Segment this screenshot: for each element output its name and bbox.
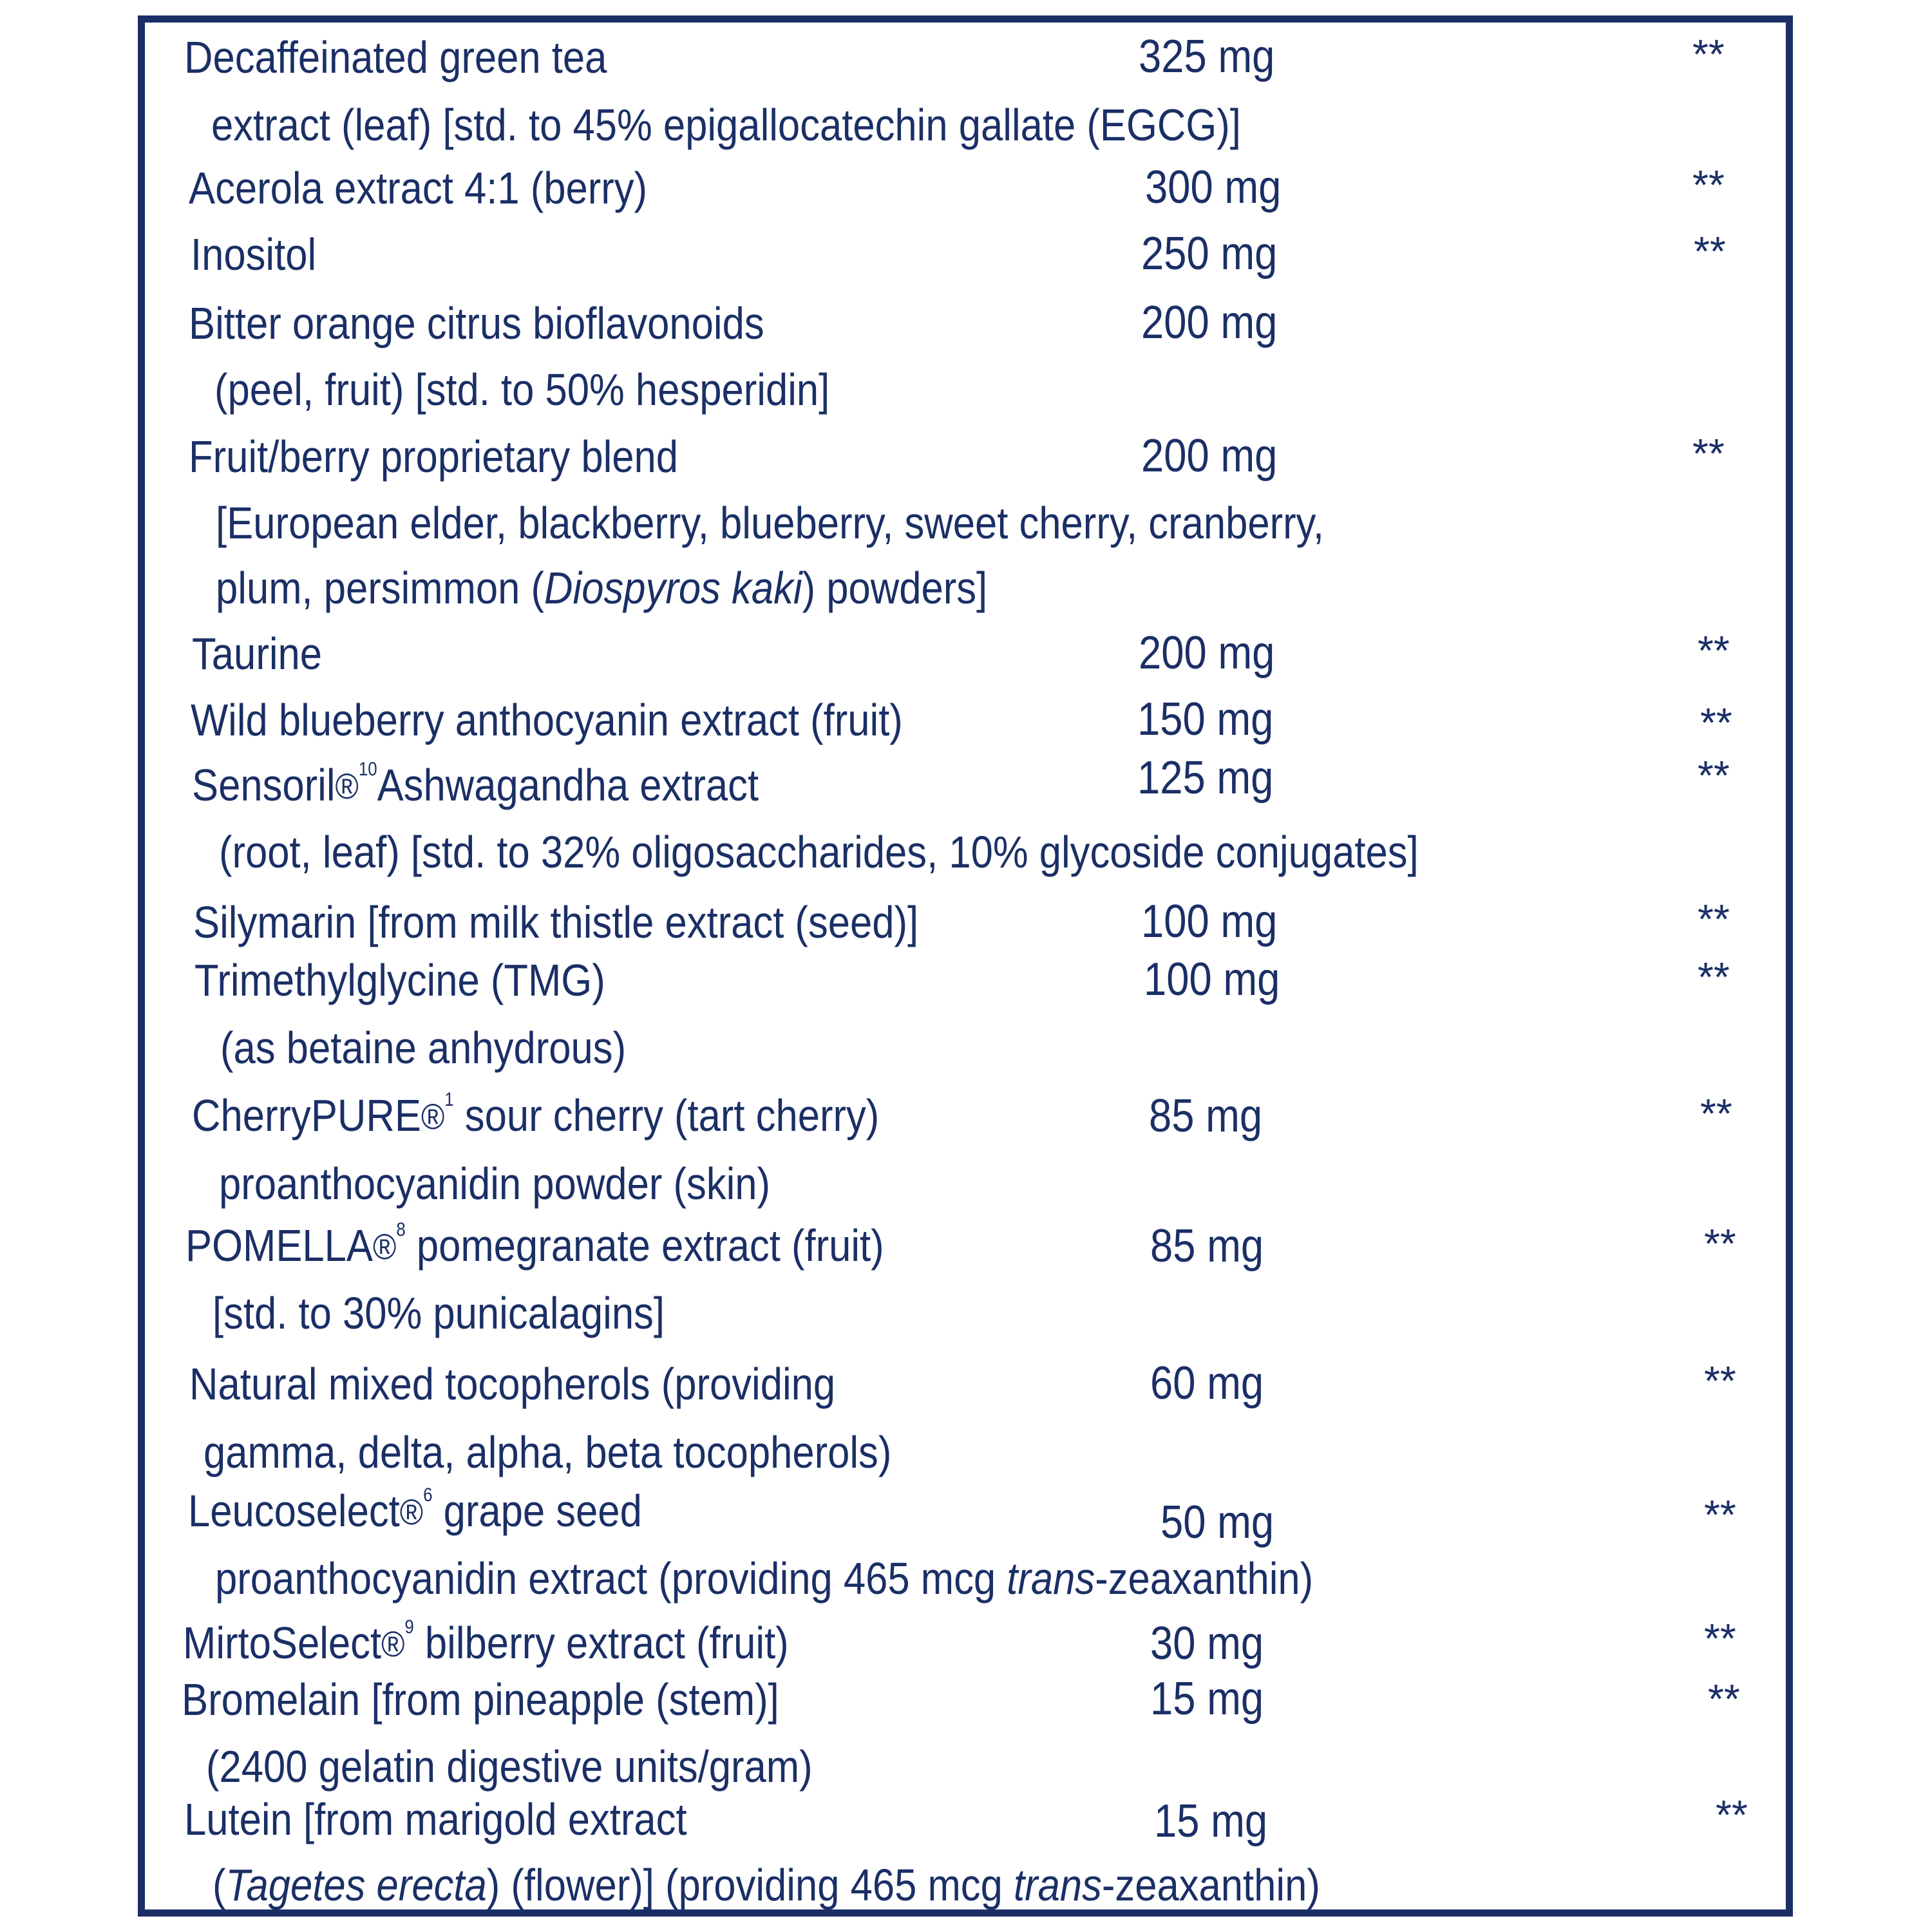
daily-value-marker: ** bbox=[1704, 1615, 1736, 1662]
ingredient-name: POMELLA®$^8$ pomegranate extract (fruit) bbox=[185, 1218, 884, 1271]
ingredient-name: Bitter orange citrus bioflavonoids bbox=[189, 298, 764, 348]
daily-value-marker: ** bbox=[1708, 1676, 1740, 1722]
ingredient-name: Leucoselect®$^6$ grape seed bbox=[188, 1484, 642, 1536]
daily-value-marker: ** bbox=[1692, 162, 1725, 208]
ingredient-amount: 50 mg bbox=[1160, 1497, 1274, 1548]
ingredient-description: extract (leaf) [std. to 45% epigallocatechin gallate (EGCG)] bbox=[211, 100, 1241, 150]
ingredient-amount: 85 mg bbox=[1149, 1090, 1263, 1142]
daily-value-marker: ** bbox=[1692, 430, 1725, 477]
ingredient-name: Sensoril®$^{10}$Ashwagandha extract bbox=[192, 758, 759, 810]
ingredient-description: (root, leaf) [std. to 32% oligosaccharides, 10% glycoside conjugates] bbox=[219, 827, 1419, 877]
ingredient-amount: 250 mg bbox=[1141, 228, 1278, 279]
ingredient-name: Silymarin [from milk thistle extract (seed)] bbox=[193, 897, 919, 947]
ingredient-description: (as betaine anhydrous) bbox=[220, 1023, 627, 1073]
ingredient-amount: 325 mg bbox=[1139, 31, 1275, 82]
ingredient-name: MirtoSelect®$^9$ bilberry extract (fruit) bbox=[183, 1616, 789, 1668]
ingredient-amount: 15 mg bbox=[1150, 1673, 1264, 1725]
ingredient-name: Bromelain [from pineapple (stem)] bbox=[182, 1674, 779, 1725]
ingredient-name: Inositol bbox=[191, 229, 317, 279]
ingredient-amount: 300 mg bbox=[1145, 162, 1282, 213]
ingredient-name: Lutein [from marigold extract bbox=[184, 1794, 687, 1844]
ingredient-name: Acerola extract 4:1 (berry) bbox=[189, 163, 648, 213]
ingredient-amount: 85 mg bbox=[1150, 1220, 1264, 1272]
daily-value-marker: ** bbox=[1692, 31, 1725, 77]
ingredient-name: Fruit/berry proprietary blend bbox=[189, 431, 679, 482]
ingredient-amount: 30 mg bbox=[1150, 1618, 1264, 1669]
ingredient-description: plum, persimmon (Diospyros kaki) powders] bbox=[216, 563, 988, 613]
ingredient-description: (peel, fruit) [std. to 50% hesperidin] bbox=[214, 365, 830, 415]
ingredient-description: [std. to 30% punicalagins] bbox=[213, 1288, 665, 1338]
ingredient-description: [European elder, blackberry, blueberry, sweet cherry, cranberry, bbox=[216, 498, 1325, 548]
ingredient-name: CherryPURE®$^1$ sour cherry (tart cherry) bbox=[192, 1088, 880, 1141]
ingredient-amount: 100 mg bbox=[1141, 896, 1278, 947]
ingredient-name: Wild blueberry anthocyanin extract (fruit) bbox=[191, 695, 903, 745]
daily-value-marker: ** bbox=[1704, 1358, 1736, 1404]
daily-value-marker: ** bbox=[1716, 1792, 1748, 1838]
ingredient-amount: 100 mg bbox=[1144, 954, 1280, 1005]
ingredient-description: (2400 gelatin digestive units/gram) bbox=[206, 1741, 813, 1792]
daily-value-marker: ** bbox=[1704, 1492, 1736, 1538]
daily-value-marker: ** bbox=[1704, 1220, 1736, 1267]
ingredient-amount: 150 mg bbox=[1137, 694, 1274, 745]
ingredient-amount: 125 mg bbox=[1137, 752, 1274, 804]
daily-value-marker: ** bbox=[1698, 954, 1730, 1000]
daily-value-marker: ** bbox=[1700, 699, 1732, 746]
ingredient-amount: 200 mg bbox=[1139, 627, 1275, 679]
daily-value-marker: ** bbox=[1700, 1090, 1732, 1137]
ingredient-name: Taurine bbox=[192, 629, 323, 679]
ingredient-description: proanthocyanidin powder (skin) bbox=[219, 1159, 771, 1209]
ingredient-amount: 200 mg bbox=[1141, 297, 1278, 348]
ingredient-amount: 15 mg bbox=[1154, 1795, 1268, 1847]
ingredient-amount: 60 mg bbox=[1150, 1358, 1264, 1409]
daily-value-marker: ** bbox=[1698, 627, 1730, 674]
daily-value-marker: ** bbox=[1698, 752, 1730, 799]
ingredient-amount: 200 mg bbox=[1141, 430, 1278, 482]
ingredient-name: Natural mixed tocopherols (providing bbox=[189, 1359, 836, 1409]
ingredient-description: (Tagetes erecta) (flower)] (providing 465 mcg trans-zeaxanthin) bbox=[213, 1860, 1320, 1910]
ingredient-name: Decaffeinated green tea bbox=[184, 32, 607, 82]
ingredient-description: gamma, delta, alpha, beta tocopherols) bbox=[204, 1427, 892, 1477]
ingredient-name: Trimethylglycine (TMG) bbox=[194, 955, 605, 1005]
ingredient-description: proanthocyanidin extract (providing 465 mcg trans-zeaxanthin) bbox=[215, 1553, 1314, 1604]
daily-value-marker: ** bbox=[1694, 228, 1726, 274]
daily-value-marker: ** bbox=[1698, 896, 1730, 942]
